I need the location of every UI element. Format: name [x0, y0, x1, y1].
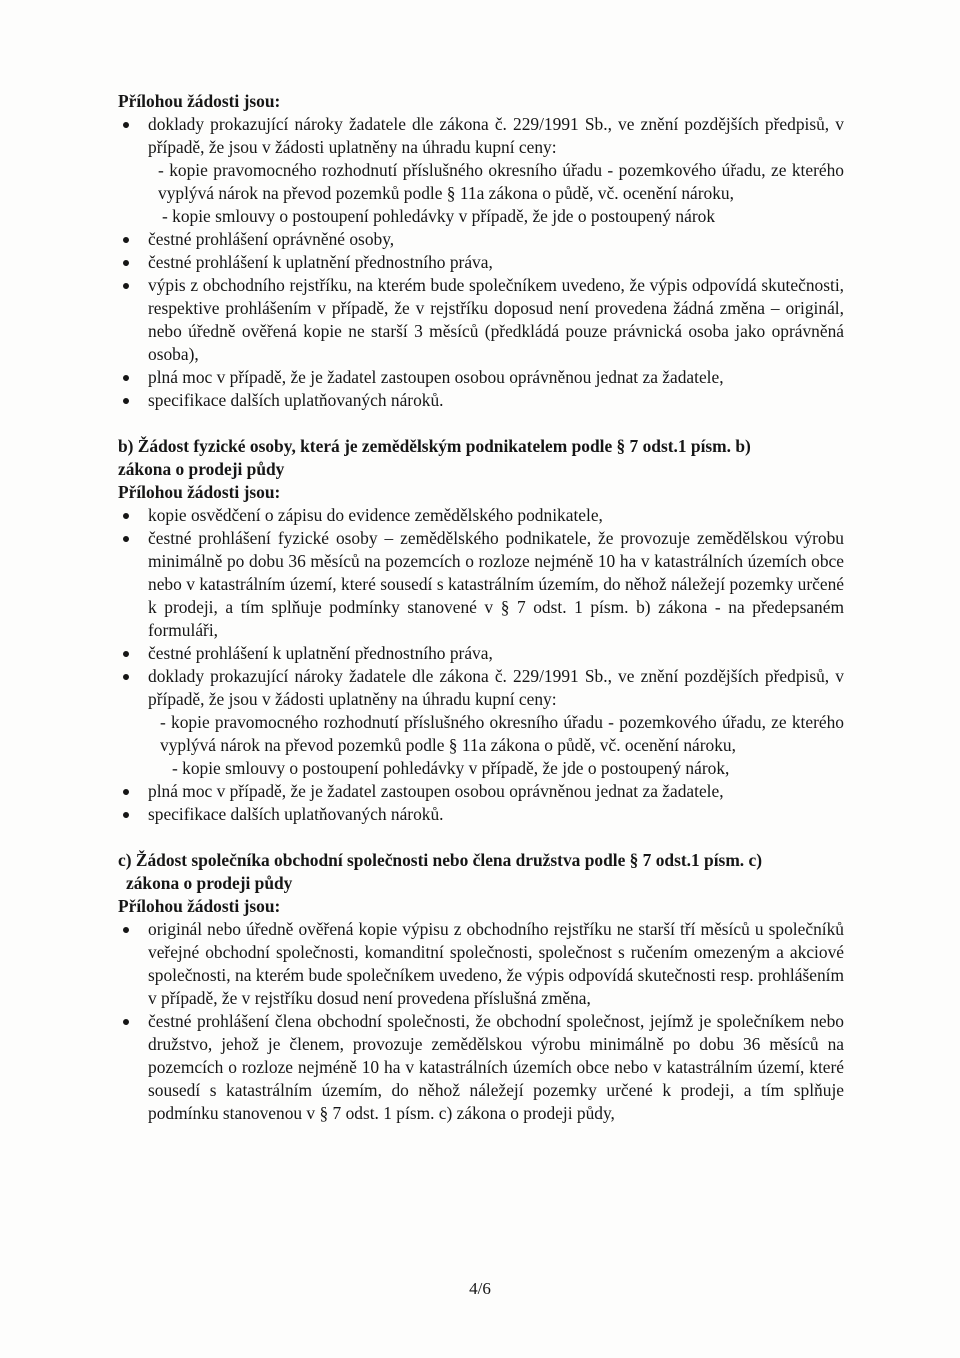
list-item-text: doklady prokazující nároky žadatele dle zákona č. 229/1991 Sb., ve znění pozdějších předpisů, v případě, že jsou v žádosti uplatněny na úhradu kupní ceny: — [148, 114, 844, 157]
dash-item: - kopie smlouvy o postoupení pohledávky v případě, že jde o postoupený nárok — [162, 206, 716, 226]
dash-list — [148, 711, 844, 780]
list-item: originál nebo úředně ověřená kopie výpisu z obchodního rejstříku ne starší tří měsíců u společníků veřejné obchodní společnosti, komanditní společnosti, společnost s ručením omezeným a akciové společnosti, na kterém bude společníkem uvedeno, že výpis odpovídá skutečnosti resp. prohlášením v případě, že v rejstříku dosud není provedena příslušná změna, — [118, 918, 844, 1010]
list-item: čestné prohlášení fyzické osoby – zemědělského podnikatele, že provozuje zemědělskou výrobu minimálně po dobu 36 měsíců na pozemcích o rozloze nejméně 10 ha v katastrálních územích obce nebo v katastrálním území, které sousedí s katastrálním územím, do něhož náležejí pozemky určené k prodeji, a tím splňuje podmínky stanovené v § 7 odst. 1 písm. b) zákona - na předepsaném formuláři, — [118, 527, 844, 642]
attachments-heading-c: Přílohou žádosti jsou: — [118, 896, 281, 916]
attachments-heading-b: Přílohou žádosti jsou: — [118, 482, 281, 502]
list-item: specifikace dalších uplatňovaných nároků. — [118, 389, 844, 412]
list-item: čestné prohlášení k uplatnění přednostního práva, — [118, 251, 844, 274]
list-item: čestné prohlášení k uplatnění přednostního práva, — [118, 642, 844, 665]
page-number: 4/6 — [469, 1279, 491, 1298]
list-item — [118, 113, 844, 228]
attachments-list-b — [118, 504, 844, 826]
page-content — [118, 90, 844, 1125]
dash-item: - kopie smlouvy o postoupení pohledávky v případě, že jde o postoupený nárok, — [172, 758, 730, 778]
attachments-heading-a: Přílohou žádosti jsou: — [118, 91, 281, 111]
list-item: čestné prohlášení oprávněné osoby, — [118, 228, 844, 251]
dash-item: - kopie pravomocného rozhodnutí příslušného okresního úřadu - pozemkového úřadu, ze kterého vyplývá nárok na převod pozemků podle § 11a zákona o půdě, vč. ocenění nároku, — [158, 160, 844, 203]
attachments-list-c — [118, 918, 844, 1125]
list-item-text: doklady prokazující nároky žadatele dle zákona č. 229/1991 Sb., ve znění pozdějších předpisů, v případě, že jsou v žádosti uplatněny na úhradu kupní ceny: — [148, 666, 844, 709]
attachments-list-a — [118, 113, 844, 412]
section-b-title: b) Žádost fyzické osoby, která je zemědělským podnikatelem podle § 7 odst.1 písm. b) zákona o prodeji půdy — [118, 436, 751, 479]
list-item: výpis z obchodního rejstříku, na kterém bude společníkem uvedeno, že výpis odpovídá skutečnosti, respektive prohlášením v případě, že v rejstříku doposud není provedena žádná změna – originál, nebo úředně ověřená kopie ne starší 3 měsíců (předkládá pouze právnická osoba jako oprávněná osoba), — [118, 274, 844, 366]
list-item — [118, 665, 844, 780]
dash-item: - kopie pravomocného rozhodnutí příslušného okresního úřadu - pozemkového úřadu, ze kterého vyplývá nárok na převod pozemků podle § 11a zákona o půdě, vč. ocenění nároku, — [160, 712, 844, 755]
section-c-title: c) Žádost společníka obchodní společnosti nebo člena družstva podle § 7 odst.1 písm. c) zákona o prodeji půdy — [118, 850, 763, 893]
list-item: kopie osvědčení o zápisu do evidence zemědělského podnikatele, — [118, 504, 844, 527]
list-item: plná moc v případě, že je žadatel zastoupen osobou oprávněnou jednat za žadatele, — [118, 366, 844, 389]
list-item: specifikace dalších uplatňovaných nároků. — [118, 803, 844, 826]
list-item: čestné prohlášení člena obchodní společnosti, že obchodní společnost, jejímž je společníkem nebo družstvo, jehož je členem, provozuje zemědělskou výrobu minimálně po dobu 36 měsíců na pozemcích o rozloze nejméně 10 ha v katastrálních územích obce nebo v katastrálním území, které sousedí s katastrálním územím, do něhož náležejí pozemky určené k prodeji, a tím splňuje podmínku stanovenou v § 7 odst. 1 písm. c) zákona o prodeji půdy, — [118, 1010, 844, 1125]
list-item: plná moc v případě, že je žadatel zastoupen osobou oprávněnou jednat za žadatele, — [118, 780, 844, 803]
dash-list — [148, 159, 844, 228]
